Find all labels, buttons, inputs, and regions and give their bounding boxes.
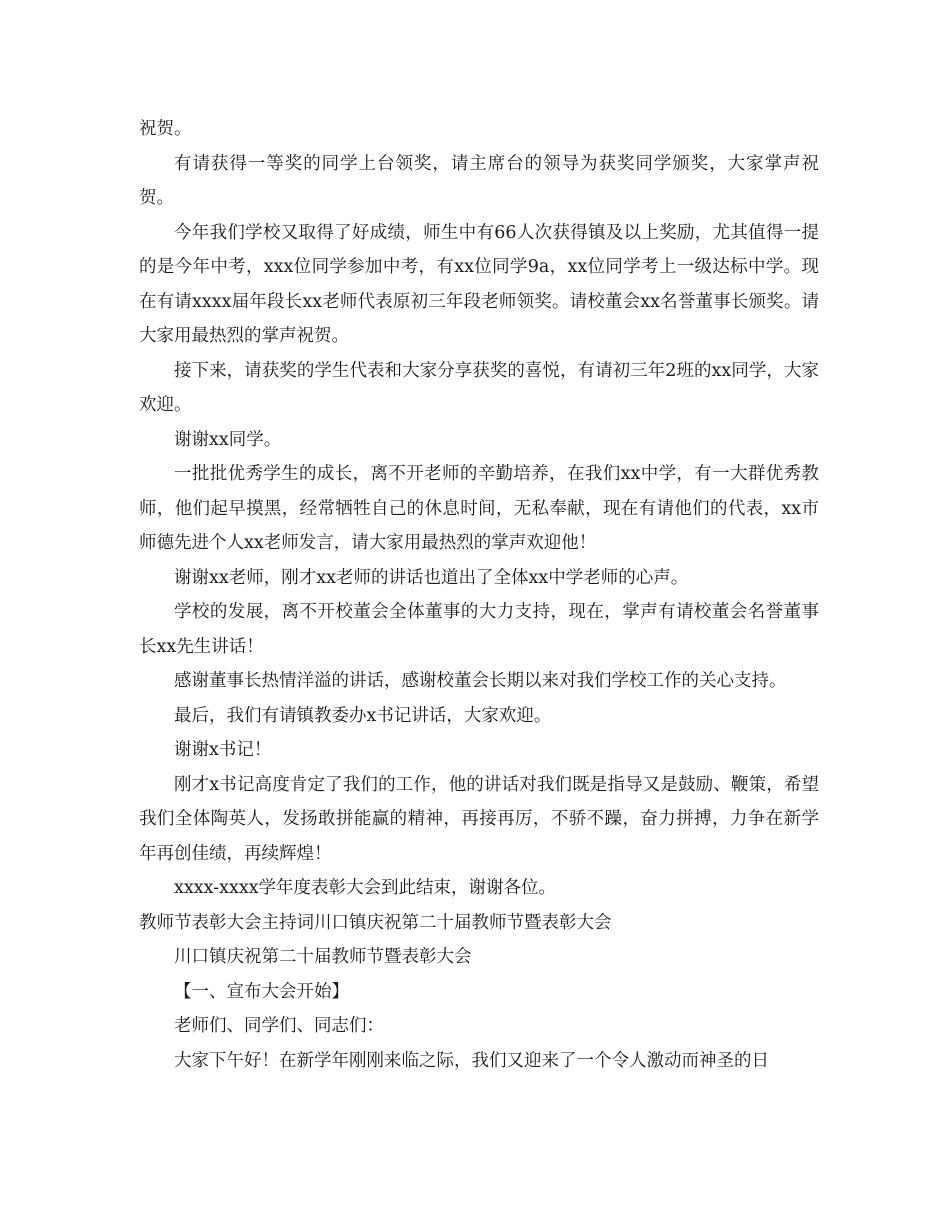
section-part-heading: 【一、宣布大会开始】 <box>174 981 349 1002</box>
paragraph-11: 谢谢x书记！ <box>174 740 272 760</box>
paragraph-7: 谢谢xx老师，刚才xx老师的讲话也道出了全体xx中学老师的心声。 <box>174 567 689 588</box>
salutation: 老师们、同学们、同志们： <box>174 1016 384 1036</box>
paragraph-4: 接下来，请获奖的学生代表和大家分享获奖的喜悦，有请初三年2班的xx同学，大家欢迎。 <box>139 360 819 415</box>
paragraph-6: 一批批优秀学生的成长，离不开老师的辛勤培养，在我们xx中学，有一大群优秀教师，他们起早摸黑，经常牺牲自己的休息时间，无私奉献，现在有请他们的代表，xx市师德先进个人xx老师发言，请大家用最热烈的掌声欢迎他！ <box>139 464 819 553</box>
paragraph-8: 学校的发展，离不开校董会全体董事的大力支持，现在，掌声有请校董会名誉董事长xx先生讲话！ <box>139 602 819 657</box>
paragraph-18: 大家下午好！在新学年刚刚来临之际，我们又迎来了一个令人激动而神圣的日 <box>174 1050 769 1071</box>
document-body <box>139 112 819 1078</box>
paragraph-13: xxxx-xxxx学年度表彰大会到此结束，谢谢各位。 <box>174 878 557 898</box>
paragraph-2: 有请获得一等奖的同学上台领奖，请主席台的领导为获奖同学颁奖，大家掌声祝贺。 <box>139 153 819 208</box>
paragraph-1: 祝贺。 <box>139 119 192 139</box>
paragraph-12: 刚才x书记高度肯定了我们的工作，他的讲话对我们既是指导又是鼓励、鞭策，希望我们全体陶英人，发扬敢拼能赢的精神，再接再厉，不骄不躁，奋力拼搏，力争在新学年再创佳绩，再续辉煌！ <box>139 774 819 864</box>
section-subtitle: 川口镇庆祝第二十届教师节暨表彰大会 <box>174 947 472 967</box>
paragraph-5: 谢谢xx同学。 <box>174 429 282 450</box>
paragraph-10: 最后，我们有请镇教委办x书记讲话，大家欢迎。 <box>174 705 552 726</box>
section-heading: 教师节表彰大会主持词川口镇庆祝第二十届教师节暨表彰大会 <box>139 912 612 933</box>
paragraph-3: 今年我们学校又取得了好成绩，师生中有66人次获得镇及以上奖励，尤其值得一提的是今年中考，xxx位同学参加中考，有xx位同学9a，xx位同学考上一级达标中学。现在有请xxxx届年段长xx老师代表原初三年段老师领奖。请校董会xx名誉董事长颁奖。请大家用最热烈的掌声祝贺。 <box>139 222 819 346</box>
paragraph-9: 感谢董事长热情洋溢的讲话，感谢校董会长期以来对我们学校工作的关心支持。 <box>174 671 787 691</box>
